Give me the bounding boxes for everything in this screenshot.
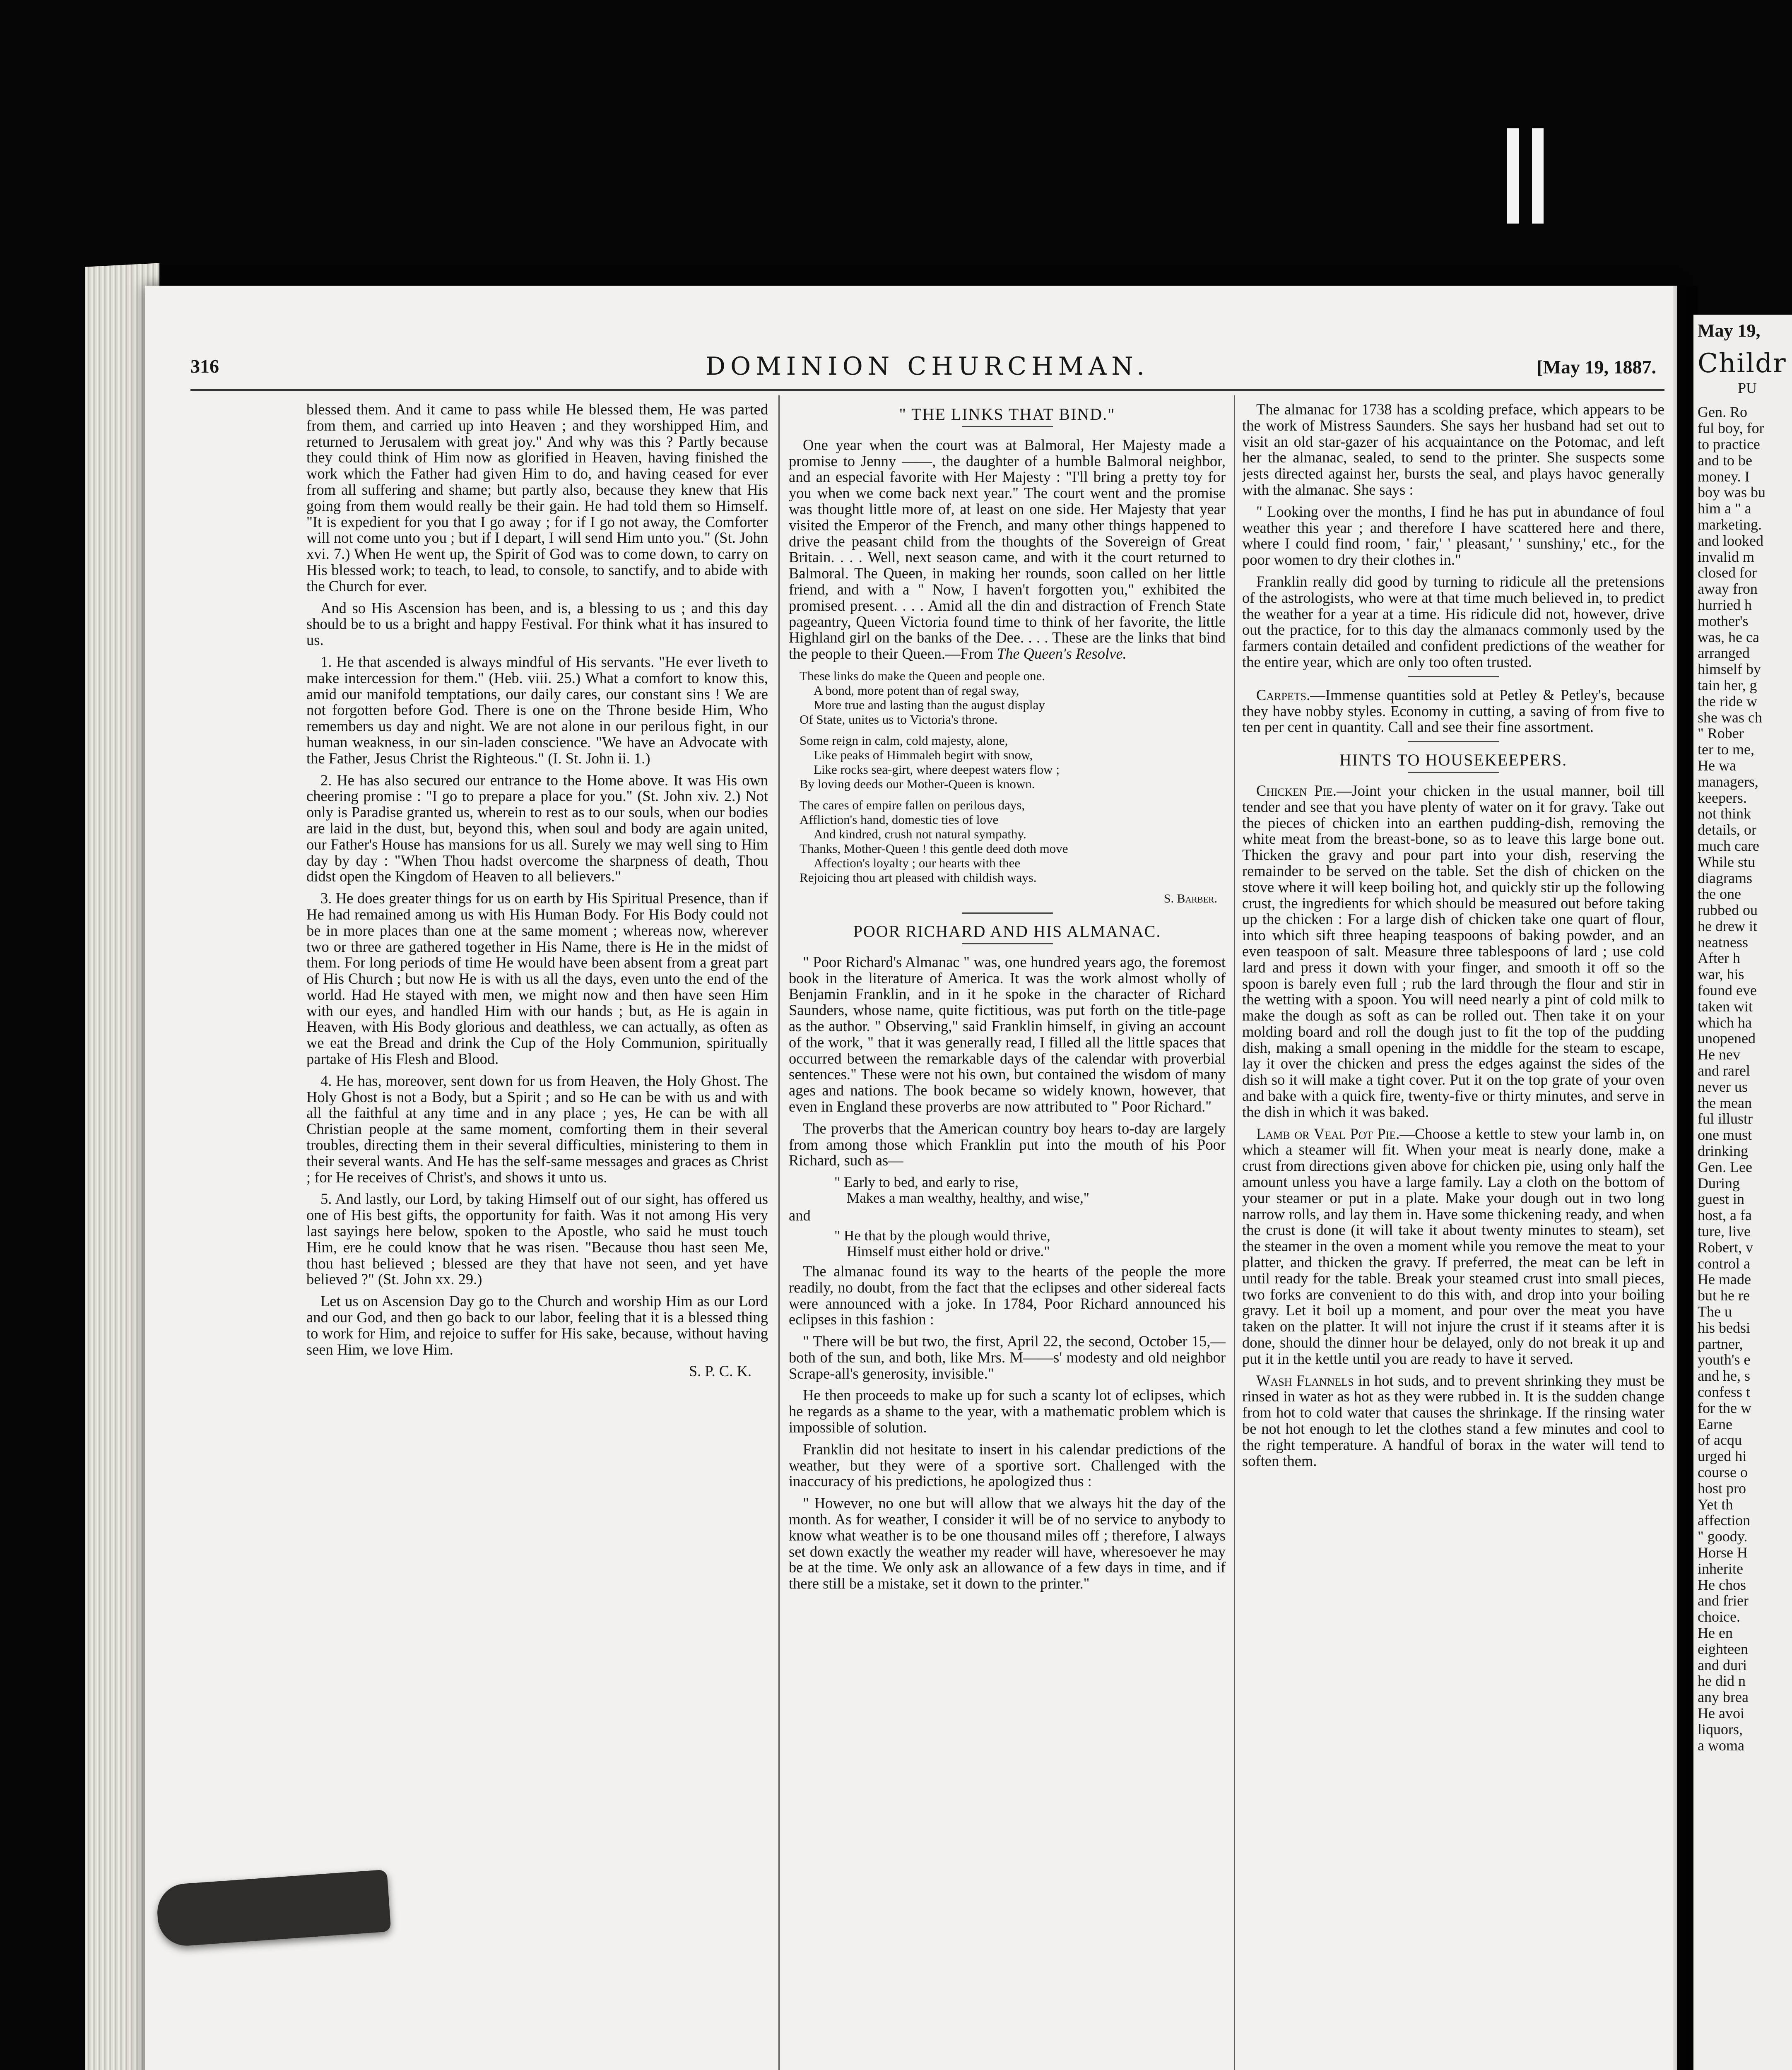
adjacent-page-line: the mean <box>1698 1094 1752 1111</box>
column-3 <box>1242 402 1664 2070</box>
lamb-pot-pie-recipe <box>1242 1126 1664 1367</box>
adjacent-page-line: He en <box>1698 1624 1733 1641</box>
adjacent-page-line: hurried h <box>1698 596 1752 613</box>
adjacent-page-line: inherite <box>1698 1560 1743 1577</box>
richard-paragraph-3: The almanac found its way to the hearts of the people the more readily, no doubt, from the fact that the eclipses and other sidereal facts were announced with a joke. In 1784, Poor Richard announced his eclipses in this fashion : <box>789 1262 1226 1328</box>
carpets-lead: Carpets. <box>1256 686 1310 703</box>
page-number: 316 <box>190 356 219 377</box>
col1-paragraph-2: And so His Ascension has been, and is, a blessing to us ; and this day should be to us a bright and happy Festival. For think what it has insured to us. <box>306 599 768 649</box>
adjacent-page-line: diagrams <box>1698 869 1752 886</box>
almanac-paragraph-2: " Looking over the months, I find he has put in abundance of foul weather this year ; and therefore I have scattered here and there, where I could find room, ' fair,' ' pleasant,' ' sunshiny,' etc., for the poor women to dry their clothes in." <box>1242 503 1664 568</box>
column-rule-1 <box>778 395 780 2070</box>
carpets-text: —Immense quantities sold at Petley & Petley's, because they have nobby styles. Economy in cutting, a saving of from five to ten per cent in quantity. Call and see their fine assortment. <box>1242 686 1664 736</box>
and-word: and <box>789 1207 811 1224</box>
adjacent-page-line: to practice <box>1698 436 1760 453</box>
adjacent-page-line: managers, <box>1698 773 1758 790</box>
richard-paragraph-7: " However, no one but will allow that we always hit the day of the month. As for weather, I consider it will be of no service to anybody to know what weather is to be one thousand miles off ; therefore, I always set down exactly the weather my reader will have, wheresoever he may be at the time. We only ask an allowance of a few days in time, and if there still be a mistake, set it down to the printer." <box>789 1495 1226 1592</box>
adjacent-page-lines <box>1698 404 1792 1753</box>
col1-paragraph-8: Let us on Ascension Day go to the Church and worship Him as our Lord and our God, and then go back to our labor, feeling that it is a blessed thing to work for Him, and rejoice to suffer for His sake, because, without having seen Him, we love Him. <box>306 1293 768 1358</box>
carpets-notice <box>1242 687 1664 735</box>
hints-title-rule <box>1408 772 1499 773</box>
col1-paragraph-3: 1. He that ascended is always mindful of His servants. "He ever liveth to make intercession for them." (Heb. viii. 25.) What a comfort to know this, amid our manifold temptations, our daily cares, our constant sins ! We are not forgotten before God. There is one on the Throne beside Him, Who remembers us day and night. We are not alone in our perilous fight, in our human weakness, in our sin-laden conscience. "We have an Advocate with the Father, Jesus Christ the Righteous." (I. St. John ii. 1.) <box>306 653 768 767</box>
adjacent-page-line: she was ch <box>1698 709 1762 726</box>
adjacent-page-line: He made <box>1698 1271 1751 1288</box>
poem-line: Like rocks sea-girt, where deepest waters flow ; <box>814 762 1060 777</box>
page-header <box>190 352 1664 391</box>
paper-title: DOMINION CHURCHMAN. <box>705 352 1150 381</box>
adjacent-page-line: confess t <box>1698 1384 1750 1400</box>
richard-paragraph-1: " Poor Richard's Almanac " was, one hundred years ago, the foremost book in the literature of America. It was the work almost wholly of Benjamin Franklin, and in it he spoke in the character of Richard Saunders, whose name, quite fictitious, was put forth on the title-page as the author. " Observing," said Franklin himself, in giving an account of the work, " that it was generally read, I filled all the little spaces that occurred between the remarkable days of the calendar with proverbial sentences." These were not his own, but contained the wisdom of many ages and nations. The book became so widely known, however, that even in England these proverbs are now attributed to " Poor Richard." <box>789 953 1226 1115</box>
adjacent-page-line: one must <box>1698 1126 1752 1143</box>
issue-date: [May 19, 1887. <box>1537 356 1656 378</box>
adjacent-page-line: unopened <box>1698 1030 1756 1047</box>
adjacent-page-line: any brea <box>1698 1689 1749 1706</box>
adjacent-page-line: for the w <box>1698 1399 1751 1416</box>
adjacent-page-line: neatness <box>1698 934 1748 951</box>
adjacent-page-line: he did n <box>1698 1673 1746 1690</box>
adjacent-page-line: and looked <box>1698 532 1763 549</box>
adjacent-page-line: " goody. <box>1698 1528 1748 1545</box>
binder-clip-top-2 <box>1532 128 1544 224</box>
quote-line: " He that by the plough would thrive, <box>834 1227 1050 1244</box>
adjacent-page-line: control a <box>1698 1255 1750 1272</box>
col1-paragraph-6: 4. He has, moreover, sent down for us from Heaven, the Holy Ghost. The Holy Ghost is not a Body, but a Spirit ; and so He can be with us and with all the faithful at any time and in any place ; yes, He can be with all Christian people at the same moment, comforting them in their several troubles, directing them in their several difficulties, ministering to them in their several wants. And He has the self-same messages and graces as Christ ; for He receives of Christ's, and shows it unto us. <box>306 1072 768 1186</box>
adjacent-page-line: but he re <box>1698 1287 1750 1304</box>
adjacent-page-line: Yet th <box>1698 1496 1733 1513</box>
poem-stanza-3 <box>800 798 1226 885</box>
richard-paragraph-4: " There will be but two, the first, April 22, the second, October 15,—both of the sun, and both, like Mrs. M——s' modesty and old neighbor Scrape-all's generosity, invisible." <box>789 1333 1226 1382</box>
wash-flannels-tip <box>1242 1373 1664 1469</box>
adjacent-page-line: and duri <box>1698 1656 1747 1673</box>
adjacent-page-line: himself by <box>1698 661 1761 678</box>
adjacent-page-line: " Rober <box>1698 725 1744 742</box>
adjacent-page-line: rubbed ou <box>1698 902 1758 919</box>
poem-line: The cares of empire fallen on perilous days, <box>800 797 1025 812</box>
adjacent-page-line: drinking <box>1698 1143 1748 1160</box>
quote-line: " Early to bed, and early to rise, <box>834 1174 1019 1191</box>
adjacent-page-line: ture, live <box>1698 1223 1751 1240</box>
adjacent-page-line: was, he ca <box>1698 628 1759 645</box>
poem-line: A bond, more potent than of regal sway, <box>814 683 1019 698</box>
adjacent-page-line: which ha <box>1698 1014 1752 1031</box>
poem-line: Some reign in calm, cold majesty, alone, <box>800 733 1008 748</box>
richard-title-rule <box>962 943 1053 944</box>
richard-paragraph-5: He then proceeds to make up for such a scanty lot of eclipses, which he regards as a shame to the year, with a mathematic problem which is impossible of solution. <box>789 1386 1226 1436</box>
col1-signature: S. P. C. K. <box>689 1362 751 1380</box>
adjacent-page-line: course o <box>1698 1463 1748 1480</box>
adjacent-page-line: found eve <box>1698 982 1757 999</box>
adjacent-page-line: liquors, <box>1698 1721 1743 1738</box>
adjacent-page-line: Robert, v <box>1698 1239 1753 1256</box>
proverb-quote-2 <box>834 1228 1226 1259</box>
adjacent-page-line: Gen. Lee <box>1698 1158 1752 1175</box>
adjacent-page-line: tain her, g <box>1698 676 1757 693</box>
wash-flannels-text: in hot suds, and to prevent shrinking they must be rinsed in water as hot as they were rubbed in. It is the sudden change from hot to cold water that causes the shrinkage. If the rinsing water be not hot enough to let the clothes stand a few minutes and cool to the right temperature. A handful of borax in the water will tend to soften them. <box>1242 1372 1664 1469</box>
col1-paragraph-1: blessed them. And it came to pass while He blessed them, He was parted from them, and carried up into Heaven ; and they worshipped Him, and returned to Jerusalem with great joy." And why was this ? Partly because they could think of Him now as glorified in Heaven, having finished the work which the Father had given Him to do, and having ceased for ever from all suffering and shame; but partly also, because they knew that His going from them would really be their gain. He had told them so Himself. "It is expedient for you that I go away ; for if I go not away, the Comforter will not come unto you ; but if I depart, I will send Him unto you." (St. John xvi. 7.) When He went up, the Spirit of God was to come down, to carry on His blessed work; to teach, to lead, to console, to sanctify, and to abide with the Church for ever. <box>306 402 768 595</box>
richard-paragraph-6: Franklin did not hesitate to insert in his calendar predictions of the weather, but they were of a sportive sort. Challenged with the inaccuracy of his predictions, he apologized thus : <box>789 1440 1226 1490</box>
poem-line: And kindred, crush not natural sympathy. <box>814 826 1026 841</box>
adjacent-page-header: May 19, <box>1698 320 1761 341</box>
adjacent-page-line: choice. <box>1698 1608 1740 1625</box>
poem-stanza-2 <box>800 733 1226 791</box>
adjacent-page-line: guest in <box>1698 1191 1744 1208</box>
richard-paragraph-2: The proverbs that the American country boy hears to-day are largely from among those which Franklin put into the mouth of his Poor Richard, such as— <box>789 1119 1226 1169</box>
adjacent-page-line: affection <box>1698 1512 1751 1529</box>
adjacent-page-line: arranged <box>1698 645 1750 662</box>
adjacent-page-line: The u <box>1698 1303 1732 1320</box>
adjacent-page-line: and to be <box>1698 452 1752 469</box>
column-2 <box>789 402 1226 2070</box>
quote-line: Makes a man wealthy, healthy, and wise," <box>847 1190 1090 1206</box>
adjacent-page-line: He avoi <box>1698 1704 1744 1721</box>
col1-paragraph-7: 5. And lastly, our Lord, by taking Himself out of our sight, has offered us one of His best gifts, the opportunity for faith. Was it not among His very last sayings here below, spoken to the Apostle, who said he must touch Him, ere he could know that he was risen. "Because thou hast seen Me, thou hast believed ; blessed are they that have not seen, and yet have believed ?" (St. John xx. 29.) <box>306 1190 768 1288</box>
adjacent-page-line: keepers. <box>1698 789 1747 806</box>
adjacent-page-line: marketing. <box>1698 516 1762 533</box>
adjacent-page-line: partner, <box>1698 1335 1743 1352</box>
poem-line: Affliction's hand, domestic ties of love <box>800 812 999 827</box>
links-paragraph-text: One year when the court was at Balmoral, Her Majesty made a promise to Jenny ——, the daughter of a humble Balmoral neighbor, and an especial favorite with Her Majesty : "I'll bring a pretty toy for you when we come back next year." The court went and the promise was thought little more of, at least on one side. Her Majesty that year visited the Emperor of the French, and many other things happened to drive the peasant child from the thoughts of the Sovereign of Great Britain. . . . Well, next season came, and with it the court returned to Balmoral. The Queen, in making her rounds, soon called on her little friend, and with a " Now, I haven't forgotten you," exhibited the promised present. . . . Amid all the din and distraction of French State pageantry, Queen Victoria found time to think of her favorite, the little Highland girl on the banks of the Dee. . . . These are the links that bind the people to their Queen.—From <box>789 436 1226 662</box>
adjacent-page-line: He chos <box>1698 1576 1746 1593</box>
adjacent-page-line: much care <box>1698 837 1759 854</box>
proverb-quote-1 <box>834 1175 1226 1206</box>
adjacent-page-line: the ride w <box>1698 693 1757 710</box>
adjacent-page-line: away fron <box>1698 580 1758 597</box>
adjacent-page-line: ful boy, for <box>1698 420 1764 437</box>
adjacent-page-line: money. I <box>1698 468 1750 485</box>
poem-signature: S. Barber. <box>1163 891 1217 905</box>
adjacent-page-line: ful illustr <box>1698 1110 1753 1127</box>
wash-flannels-lead: Wash Flannels <box>1256 1372 1354 1389</box>
links-end-rule <box>962 912 1053 914</box>
poem-line: These links do make the Queen and people one. <box>800 668 1045 683</box>
adjacent-page-line: host, a fa <box>1698 1207 1752 1224</box>
adjacent-page-line: After h <box>1698 950 1740 967</box>
almanac-paragraph-3: Franklin really did good by turning to ridicule all the pretensions of the astrologists, who were at that time much believed in, to predict the weather for a year at a time. His ridicule did not, however, drive out the practice, for to this day the almanacs commonly used by the farmers contain detailed and confident predictions of the weather for the entire year, which are only too often trusted. <box>1242 573 1664 670</box>
poem-line: More true and lasting than the august display <box>814 697 1045 712</box>
col1-paragraph-5: 3. He does greater things for us on earth by His Spiritual Presence, than if He had remained among us with His Human Body. For His Body could not be in more places than one at the same moment ; whereas now, wherever two or three are gathered together in His Name, there is He in the midst of them. For long periods of time He would have been absent from a great part of His Church ; but now He is with us all the days, even unto the end of the world. Had He stayed with men, we might now and then have seen Him with our eyes, and handled Him with our hands ; but, as He is again in Heaven, with His Body glorious and deathless, we can actually, as often as we eat the Bread and drink the Cup of the Holy Communion, spiritually partake of His Flesh and Blood. <box>306 890 768 1068</box>
poem-line: Thanks, Mother-Queen ! this gentle deed doth move <box>800 841 1068 856</box>
adjacent-page-line: the one <box>1698 886 1741 903</box>
adjacent-page-line: host pro <box>1698 1480 1746 1497</box>
richard-title: POOR RICHARD AND HIS ALMANAC. <box>853 922 1161 941</box>
adjacent-page-line: ter to me, <box>1698 741 1754 758</box>
poem-line: Affection's loyalty ; our hearts with thee <box>814 855 1021 870</box>
poem-stanza-1 <box>800 669 1226 727</box>
chicken-pie-recipe <box>1242 783 1664 1120</box>
poem-line: Like peaks of Himmaleh begirt with snow, <box>814 747 1033 762</box>
adjacent-page-line: youth's e <box>1698 1351 1751 1368</box>
poem-line: Of State, unites us to Victoria's throne. <box>800 712 998 727</box>
quote-line: Himself must either hold or drive." <box>847 1243 1050 1259</box>
adjacent-page-line: boy was bu <box>1698 484 1766 501</box>
adjacent-page-line: and frier <box>1698 1592 1749 1609</box>
adjacent-page-line: urged hi <box>1698 1448 1747 1465</box>
adjacent-page-line: While stu <box>1698 853 1755 870</box>
poem-line: By loving deeds our Mother-Queen is known. <box>800 776 1035 791</box>
lamb-pot-pie-lead: Lamb or Veal Pot Pie. <box>1256 1125 1400 1142</box>
adjacent-page-line: Gen. Ro <box>1698 404 1747 421</box>
adjacent-page-title: Childr <box>1698 348 1787 379</box>
col1-paragraph-4: 2. He has also secured our entrance to the Home above. It was His own cheering promise : "I go to prepare a place for you." (St. John xiv. 2.) Not only is Paradise granted us, wherein to rest as to our souls, when our bodies are laid in the dust, but, beyond this, when soul and body are again united, our Father's House has mansions for us all. Surely we may well sing to Him day by day : "When Thou hadst overcome the sharpness of death, Thou didst open the Kingdom of Heaven to all believers." <box>306 771 768 885</box>
almanac-end-rule <box>1408 676 1499 677</box>
links-source: The Queen's Resolve. <box>997 645 1127 662</box>
adjacent-page-line: never us <box>1698 1078 1748 1095</box>
adjacent-page-line: taken wit <box>1698 998 1753 1015</box>
adjacent-page-text <box>1698 320 1792 1754</box>
adjacent-page-subhead: PU <box>1737 379 1757 396</box>
hints-title: HINTS TO HOUSEKEEPERS. <box>1339 751 1568 770</box>
lamb-pot-pie-text: —Choose a kettle to stew your lamb in, on which a steamer will fit. When your meat is nearly done, make a crust from directions given above for chicken pie, using only half the amount unless you have a large family. Lay a cloth on the bottom of your steamer or put in a plate. Make your dough out in two long narrow rolls, and lay them in. Have some thickening ready, and when the crust is done (it will take it about twenty minutes to steam), set the steamer in the oven a moment while you remove the meat to your platter, and thicken the gravy. If preferred, the meat can be left in until ready for the table. Break your steamed crust into small pieces, two forks are convenient to do this with, and drop into your boiling gravy. Let it boil up a moment, and pour over the meat you have taken on the platter. It will not injure the crust if it steams after it is done, should the dinner hour be delayed, only do not break it up and put it in the kettle until you are ready to have it served. <box>1242 1125 1664 1367</box>
column-rule-2 <box>1234 395 1235 2070</box>
adjacent-page-line: and he, s <box>1698 1367 1750 1384</box>
adjacent-page-line: He wa <box>1698 757 1736 774</box>
adjacent-page-line: not think <box>1698 805 1751 822</box>
adjacent-page-line: closed for <box>1698 564 1757 581</box>
adjacent-page-line: war, his <box>1698 966 1744 983</box>
adjacent-page-line: eighteen <box>1698 1640 1748 1657</box>
adjacent-page-line: of acqu <box>1698 1432 1742 1449</box>
adjacent-page-line: details, or <box>1698 821 1756 838</box>
adjacent-page-line: him a " a <box>1698 500 1751 517</box>
links-paragraph <box>789 437 1226 662</box>
almanac-paragraph-1: The almanac for 1738 has a scolding preface, which appears to be the work of Mistress Saunders. She says her husband had set out to visit an old star-gazer of his acquaintance on the Potomac, and left her the almanac, sealed, to send to the printer. She suspects some jests directed against her, bursts the seal, and plays havoc generally with the almanac. She says : <box>1242 402 1664 498</box>
adjacent-page-line: Earne <box>1698 1415 1732 1432</box>
column-1 <box>306 402 768 2070</box>
links-title: " THE LINKS THAT BIND." <box>899 405 1115 424</box>
adjacent-page-line: mother's <box>1698 612 1749 629</box>
chicken-pie-text: —Joint your chicken in the usual manner, boil till tender and see that you have plenty of water on it for gravy. Take out the pieces of chicken into an earthen pudding-dish, removing the white meat from the breast-bone, so as to leave this large bone out. Thicken the gravy and pour part into your dish, reserving the remainder to be served on the table. Set the dish of chicken on the stove where it will keep boiling hot, and quickly stir up the following crust, the ingredients for which should be measured out before taking up the chicken : For a large dish of chicken take one quart of flour, into which sift three heaping teaspoons of baking powder, and an even teaspoon of salt. Measure three tablespoons of lard ; use cold lard and press it down with your finger, and smooth it off so the spoon is barely even full ; rub the lard through the flour and stir in the wetting with a spoon. You will need nearly a pint of cold milk to make the dough as soft as can be rolled out. Then take it on your molding board and roll the dough just to fit the top of the pudding dish, making a small opening in the middle for the steam to escape, lay it over the chicken and press the edges against the sides of the dish so it will make a tight cover. Put it on the top grate of your oven and bake with a quick fire, twenty-five or thirty minutes, and serve in the dish in which it was baked. <box>1242 782 1664 1120</box>
carpets-end-rule <box>1408 741 1499 742</box>
adjacent-page-line: his bedsi <box>1698 1319 1751 1336</box>
links-poem <box>800 669 1226 906</box>
links-title-rule <box>962 426 1053 427</box>
adjacent-page-line: Horse H <box>1698 1544 1748 1561</box>
adjacent-page-line: During <box>1698 1175 1740 1191</box>
adjacent-page-line: a woma <box>1698 1737 1744 1754</box>
adjacent-page-line: he drew it <box>1698 917 1757 934</box>
adjacent-page <box>1693 315 1792 2070</box>
poem-line: Rejoicing thou art pleased with childish ways. <box>800 870 1037 885</box>
adjacent-page-line: and rarel <box>1698 1062 1750 1079</box>
adjacent-page-line: invalid m <box>1698 548 1754 565</box>
chicken-pie-lead: Chicken Pie. <box>1256 782 1337 799</box>
binder-clip-top <box>1507 128 1519 224</box>
adjacent-page-line: He nev <box>1698 1046 1740 1063</box>
